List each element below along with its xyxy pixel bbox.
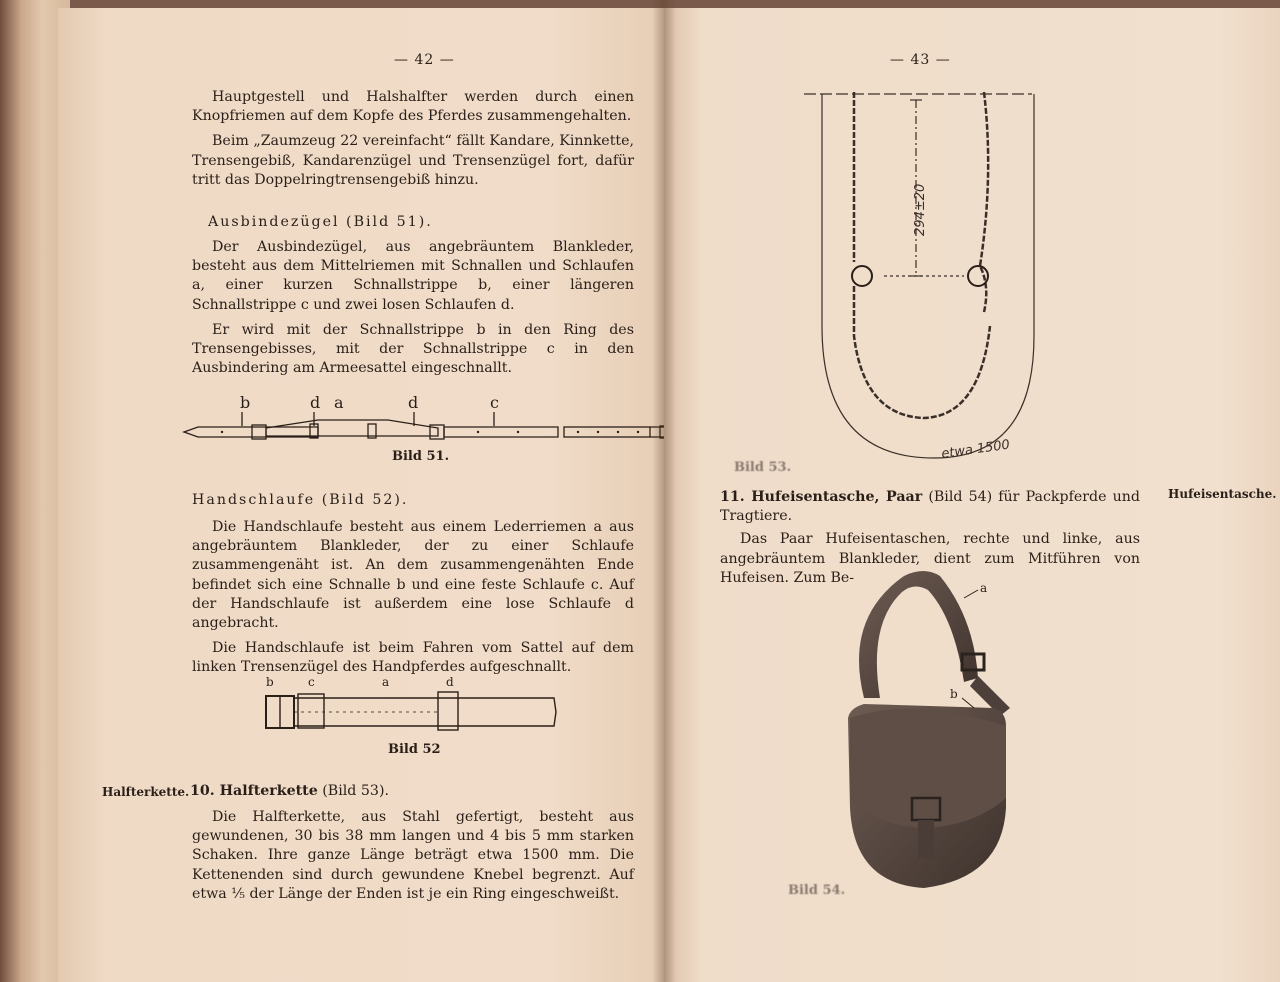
paragraph: Die Halfterkette, aus Stahl gefertigt, besteht aus gewundenen, 30 bis 38 mm langen und 4 bis 5 mm starken Schaken. Ihre ganze Länge beträgt etwa 1500 mm. Die Kettenenden sind durch gewundene Knebel begrenzt. Auf etwa ⅕ der Länge der Enden ist je ein Ring eingeschweißt.: [192, 809, 634, 902]
label-a: a: [334, 393, 344, 412]
paragraph: Der Ausbindezügel, aus angebräuntem Blankleder, besteht aus dem Mittelriemen mit Schnallen und Schlaufen a, einer kurzen Schnallstrippe b, einer längeren Schnallstrippe c und zwei losen Schlaufen d.: [192, 239, 634, 313]
right-page: [664, 8, 1280, 982]
dimension-label: 294±20: [913, 183, 928, 236]
label-b: b: [266, 675, 274, 689]
text-block: [192, 238, 634, 378]
paragraph: Hauptgestell und Halshalfter werden durch einen Knopfriemen auf dem Kopfe des Pferdes zusammengehalten.: [192, 89, 634, 125]
figure-54-horseshoe-bag: [824, 558, 1034, 898]
figure-caption: Bild 51.: [392, 449, 450, 464]
left-page: [58, 8, 670, 982]
section-heading: Handschlaufe (Bild 52).: [192, 492, 409, 508]
figure-caption: Bild 54.: [788, 883, 846, 898]
paragraph: Das Paar Hufeisentaschen, rechte und linke, aus angebräuntem Blankleder, dient zum Mitführen von Hufeisen. Zum Be-: [720, 531, 1140, 586]
heading-number: 10. Halfterkette: [190, 783, 318, 799]
heading-number: 11. Hufeisentasche, Paar: [720, 489, 923, 505]
paragraph: Die Handschlaufe besteht aus einem Lederriemen a aus angebräuntem Blankleder, der zu einer Schlaufe zusammengenäht ist. An dem zusammengenähten Ende befindet sich eine Schnalle b und eine feste Schlaufe c. Auf der Handschlaufe ist außerdem eine lose Schlaufe d angebracht.: [192, 519, 634, 632]
figure-52-hand-loop-diagram: [258, 672, 568, 732]
page-number: — 42 —: [394, 52, 455, 68]
margin-note: Halfterkette.: [102, 785, 190, 799]
label-b: b: [950, 687, 958, 701]
figure-caption: Bild 53.: [734, 460, 792, 475]
label-c: c: [308, 675, 315, 689]
label-c: c: [490, 393, 499, 412]
section-heading: [190, 783, 389, 799]
heading-ref: (Bild 54) für Packpferde und Tragtiere.: [720, 489, 1140, 525]
book-gutter: [652, 0, 676, 982]
label-a: a: [382, 675, 390, 689]
figure-53-chain-diagram: [794, 86, 1054, 466]
margin-note: Hufeisentasche.: [1168, 487, 1277, 501]
label-d: d: [310, 393, 321, 412]
text-block: [192, 518, 634, 678]
label-d: d: [408, 393, 419, 412]
text-block: [192, 808, 634, 904]
label-b: b: [240, 393, 251, 412]
section-heading: [720, 488, 1140, 526]
page-number: — 43 —: [890, 52, 951, 68]
figure-51-strap-diagram: [178, 390, 638, 442]
text-block: [192, 88, 634, 190]
paragraph: Die Handschlaufe ist beim Fahren vom Sattel auf dem linken Trensenzügel des Handpferdes aufgeschnallt.: [192, 640, 634, 676]
dimension-label: etwa 1500: [940, 437, 1011, 462]
figure-caption: Bild 52: [388, 742, 441, 757]
label-a: a: [980, 581, 988, 595]
heading-ref: (Bild 53).: [317, 783, 390, 799]
section-heading: Ausbindezügel (Bild 51).: [208, 214, 433, 230]
label-d: d: [446, 675, 454, 689]
paragraph: Er wird mit der Schnallstrippe b in den Ring des Trensengebisses, mit der Schnallstrippe c in den Ausbindering am Armeesattel eingeschnallt.: [192, 321, 634, 377]
paragraph: Beim „Zaumzeug 22 vereinfacht“ fällt Kandare, Kinnkette, Trensengebiß, Kandarenzügel und Trensenzügel fort, dafür tritt das Doppelringtrensengebiß hinzu.: [192, 133, 634, 188]
